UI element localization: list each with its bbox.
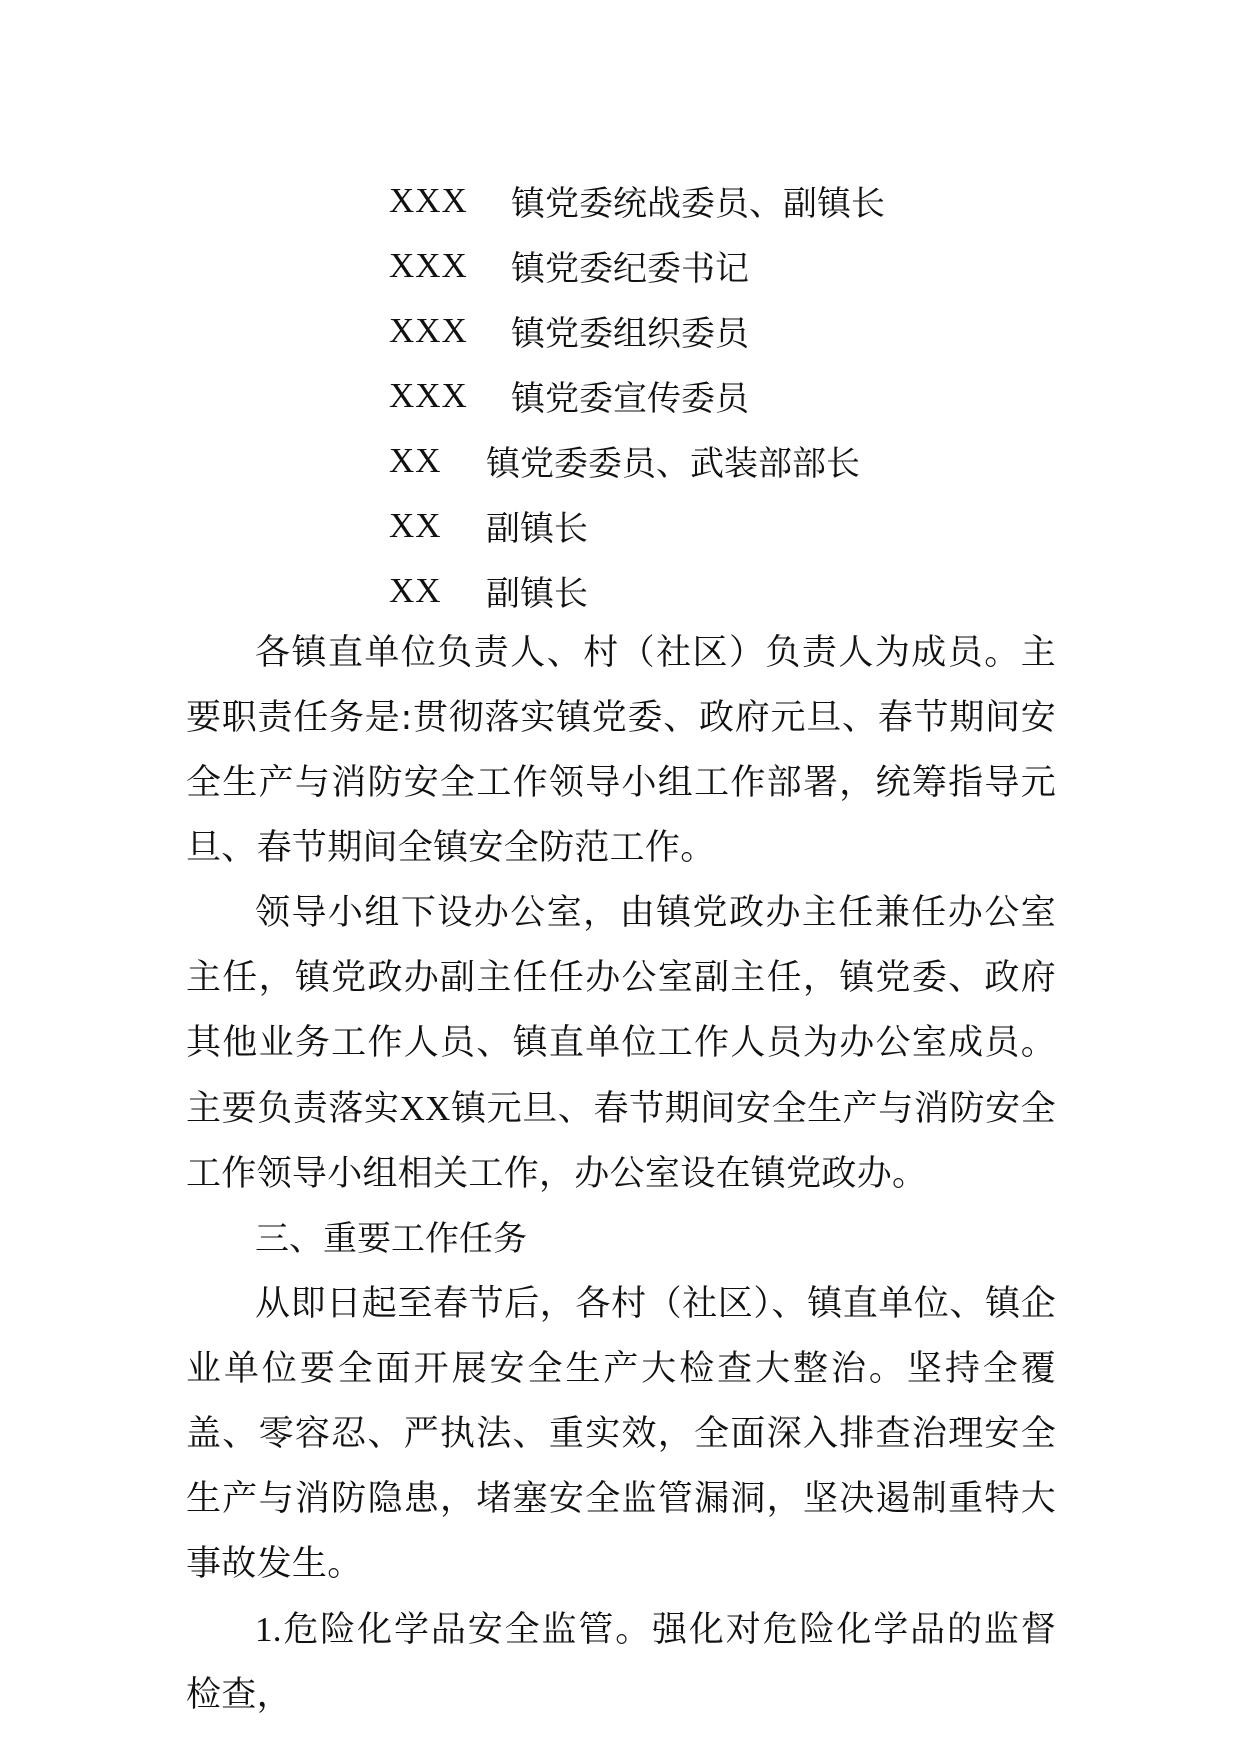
member-name: XXX (389, 375, 468, 415)
member-name: XX (389, 505, 442, 545)
member-row (389, 298, 1089, 363)
member-title: 副镇长 (486, 509, 588, 549)
town-placeholder: XX (399, 1089, 451, 1128)
member-title: 副镇长 (486, 574, 588, 614)
paragraph-inspection: 从即日起至春节后，各村（社区）、镇直单位、镇企业单位要全面开展安全生产大检查大整治。坚持全覆盖、零容忍、严执法、重实效，全面深入排查治理安全生产与消防隐患，堵塞安全监管漏洞，坚决遏制重特大事故发生。 (186, 1284, 1056, 1584)
member-row (389, 428, 1089, 493)
body-text (186, 621, 1056, 1728)
member-title: 镇党委委员、武装部部长 (486, 444, 860, 484)
paragraph-members-duties: 各镇直单位负责人、村（社区）负责人为成员。主要职责任务是:贯彻落实镇党委、政府元旦、春节期间安全生产与消防安全工作领导小组工作部署，统筹指导元旦、春节期间全镇安全防范工作。 (186, 633, 1056, 868)
member-name: XX (389, 440, 442, 480)
member-name: XX (389, 570, 442, 610)
member-name: XXX (389, 310, 468, 350)
member-row (389, 558, 1089, 623)
item-number: 1. (255, 1610, 282, 1649)
paragraph-hazardous-chemicals (186, 1597, 1056, 1728)
paragraph-office-setup (186, 881, 1056, 1207)
member-title: 镇党委纪委书记 (511, 249, 749, 289)
member-row (389, 233, 1089, 298)
paragraph-office-setup-part1: 领导小组下设办公室，由镇党政办主任兼任办公室主任，镇党政办副主任任办公室副主任，镇党委、政府其他业务工作人员、镇直单位工作人员为办公室成员。主要负责落实 (186, 893, 1056, 1129)
section-heading: 三、重要工作任务 (255, 1219, 527, 1259)
member-name: XXX (389, 245, 468, 285)
member-name: XXX (389, 180, 468, 220)
item-text: 危险化学品安全监管。强化对危险化学品的监督检查， (186, 1610, 1056, 1715)
member-title: 镇党委宣传委员 (511, 379, 749, 419)
member-list (389, 168, 1089, 623)
member-row (389, 168, 1089, 233)
member-row (389, 493, 1089, 558)
member-title: 镇党委组织委员 (511, 314, 749, 354)
member-title: 镇党委统战委员、副镇长 (511, 184, 885, 224)
paragraph-office-setup-part2: 镇元旦、春节期间安全生产与消防安全工作领导小组相关工作，办公室设在镇党政办。 (186, 1089, 1056, 1194)
member-row (389, 363, 1089, 428)
